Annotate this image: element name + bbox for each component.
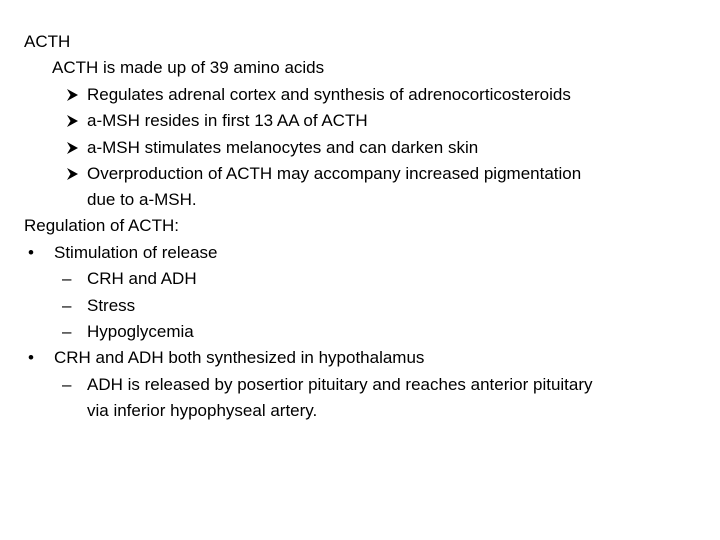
dash-marker: – bbox=[62, 296, 72, 315]
arrowhead-icon bbox=[66, 167, 79, 181]
fact-text: a-MSH stimulates melanocytes and can darken skin bbox=[87, 138, 479, 157]
dash-marker: – bbox=[62, 322, 72, 341]
dash-marker: – bbox=[62, 375, 72, 394]
fact-continuation: due to a-MSH. bbox=[87, 190, 197, 209]
section-heading: Regulation of ACTH: bbox=[24, 216, 179, 235]
sub-item-text: Stress bbox=[87, 296, 136, 315]
fact-text: a-MSH resides in first 13 AA of ACTH bbox=[87, 111, 368, 130]
bullet-marker: • bbox=[28, 243, 34, 262]
sub-item-text: CRH and ADH bbox=[87, 269, 197, 288]
intro-line: ACTH is made up of 39 amino acids bbox=[52, 58, 325, 77]
fact-text: Overproduction of ACTH may accompany increased pigmentation bbox=[87, 164, 582, 183]
bullet-marker: • bbox=[28, 348, 34, 367]
arrowhead-icon bbox=[66, 141, 79, 155]
sub-item-text: ADH is released by posertior pituitary and reaches anterior pituitary bbox=[87, 375, 593, 394]
bullet-text: Stimulation of release bbox=[54, 243, 218, 262]
fact-text: Regulates adrenal cortex and synthesis of adrenocorticosteroids bbox=[87, 85, 571, 104]
dash-marker: – bbox=[62, 269, 72, 288]
sub-item-continuation: via inferior hypophyseal artery. bbox=[87, 401, 318, 420]
sub-item-text: Hypoglycemia bbox=[87, 322, 194, 341]
arrowhead-icon bbox=[66, 114, 79, 128]
arrowhead-icon bbox=[66, 88, 79, 102]
document-title: ACTH bbox=[24, 32, 71, 51]
bullet-text: CRH and ADH both synthesized in hypothalamus bbox=[54, 348, 425, 367]
